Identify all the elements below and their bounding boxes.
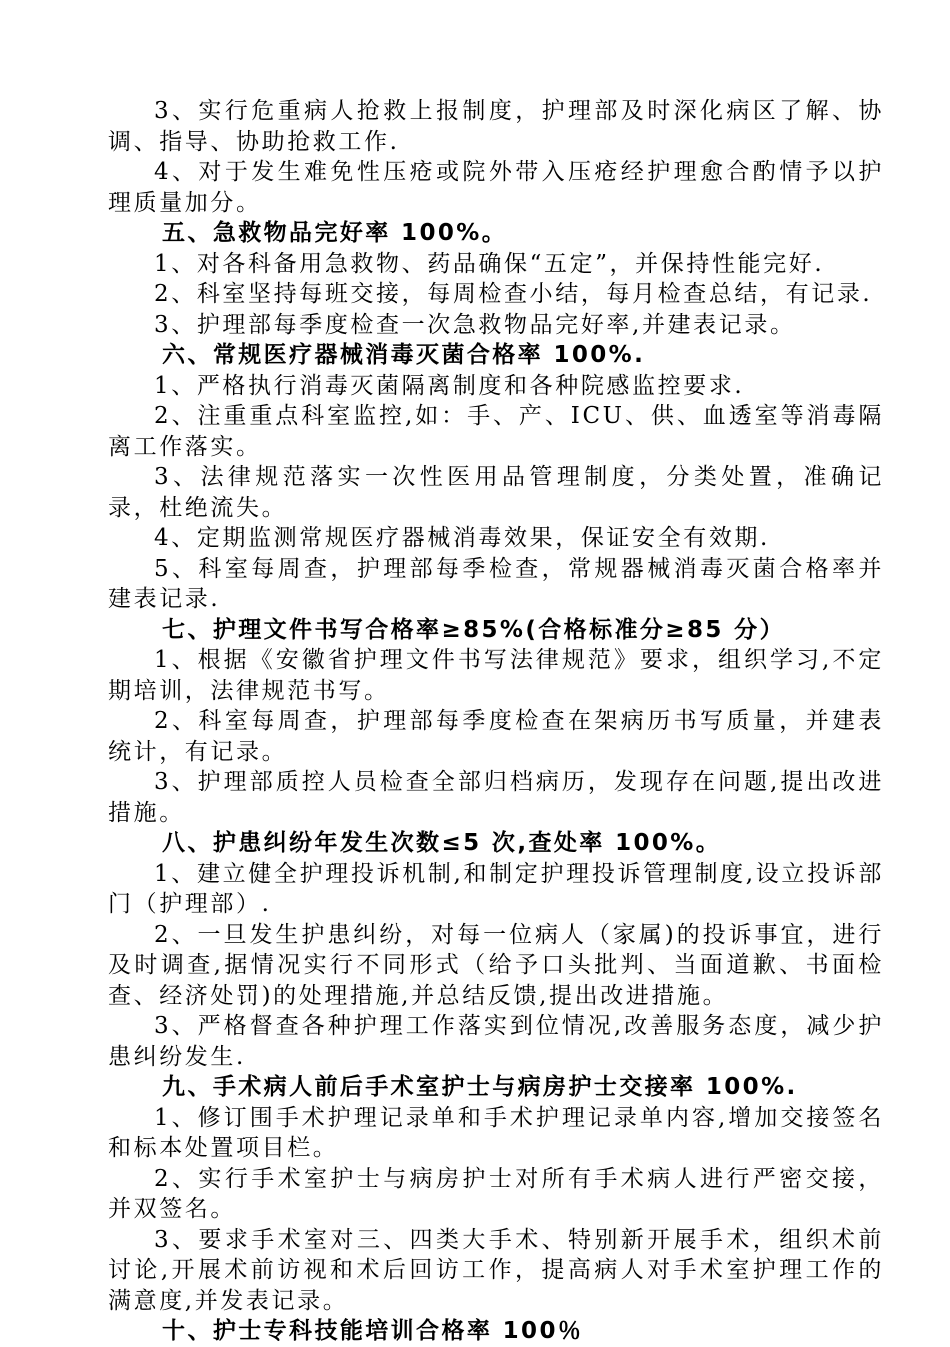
paragraph: 2、一旦发生护患纠纷，对每一位病人（家属)的投诉事宜，进行及时调查,据情况实行不同形式（给予口头批判、当面道歉、书面检查、经济处罚)的处理措施,并总结反馈,提出改进措施。 xyxy=(108,921,884,1009)
paragraph: 3、护理部每季度检查一次急救物品完好率,并建表记录。 xyxy=(154,311,796,338)
paragraph: 1、对各科备用急救物、药品确保“五定”，并保持性能完好. xyxy=(154,250,825,277)
paragraph: 1、建立健全护理投诉机制,和制定护理投诉管理制度,设立投诉部门（护理部）. xyxy=(108,860,884,917)
section-heading: 六、常规医疗器械消毒灭菌合格率 100%. xyxy=(162,342,646,368)
section-heading: 七、护理文件书写合格率≥85%(合格标准分≥85 分） xyxy=(162,616,785,643)
section-heading: 八、护患纠纷年发生次数≤5 次,查处率 100%。 xyxy=(162,830,722,856)
paragraph: 3、法律规范落实一次性医用品管理制度，分类处置，准确记录，杜绝流失。 xyxy=(108,464,884,521)
paragraph: 3、严格督查各种护理工作落实到位情况,改善服务态度，减少护患纠纷发生. xyxy=(108,1013,884,1070)
paragraph: 1、根据《安徽省护理文件书写法律规范》要求，组织学习,不定期培训，法律规范书写。 xyxy=(108,647,884,704)
paragraph: 4、对于发生难免性压疮或院外带入压疮经护理愈合酌情予以护理质量加分。 xyxy=(108,159,884,216)
paragraph: 3、要求手术室对三、四类大手术、特别新开展手术，组织术前讨论,开展术前访视和术后回访工作，提高病人对手术室护理工作的满意度,并发表记录。 xyxy=(108,1226,884,1314)
section-heading: 五、急救物品完好率 100%。 xyxy=(162,220,508,246)
section-heading: 十、护士专科技能培训合格率 100％ xyxy=(162,1318,584,1344)
paragraph: 5、科室每周查，护理部每季检查，常规器械消毒灭菌合格率并建表记录. xyxy=(108,555,884,612)
paragraph: 1、严格执行消毒灭菌隔离制度和各种院感监控要求. xyxy=(154,372,745,399)
paragraph: 2、实行手术室护士与病房护士对所有手术病人进行严密交接，并双签名。 xyxy=(108,1165,884,1222)
paragraph: 2、科室每周查，护理部每季度检查在架病历书写质量，并建表统计，有记录。 xyxy=(108,708,884,765)
section-heading: 九、手术病人前后手术室护士与病房护士交接率 100%. xyxy=(162,1074,798,1100)
paragraph: 3、实行危重病人抢救上报制度，护理部及时深化病区了解、协调、指导、协助抢救工作. xyxy=(108,98,884,155)
paragraph: 2、注重重点科室监控,如：手、产、ICU、供、血透室等消毒隔离工作落实。 xyxy=(108,403,884,460)
paragraph: 3、护理部质控人员检查全部归档病历，发现存在问题,提出改进措施。 xyxy=(108,769,884,826)
paragraph: 1、修订围手术护理记录单和手术护理记录单内容,增加交接签名和标本处置项目栏。 xyxy=(108,1104,884,1161)
paragraph: 4、定期监测常规医疗器械消毒效果，保证安全有效期. xyxy=(154,525,770,551)
paragraph: 2、科室坚持每班交接，每周检查小结，每月检查总结，有记录. xyxy=(154,281,873,307)
